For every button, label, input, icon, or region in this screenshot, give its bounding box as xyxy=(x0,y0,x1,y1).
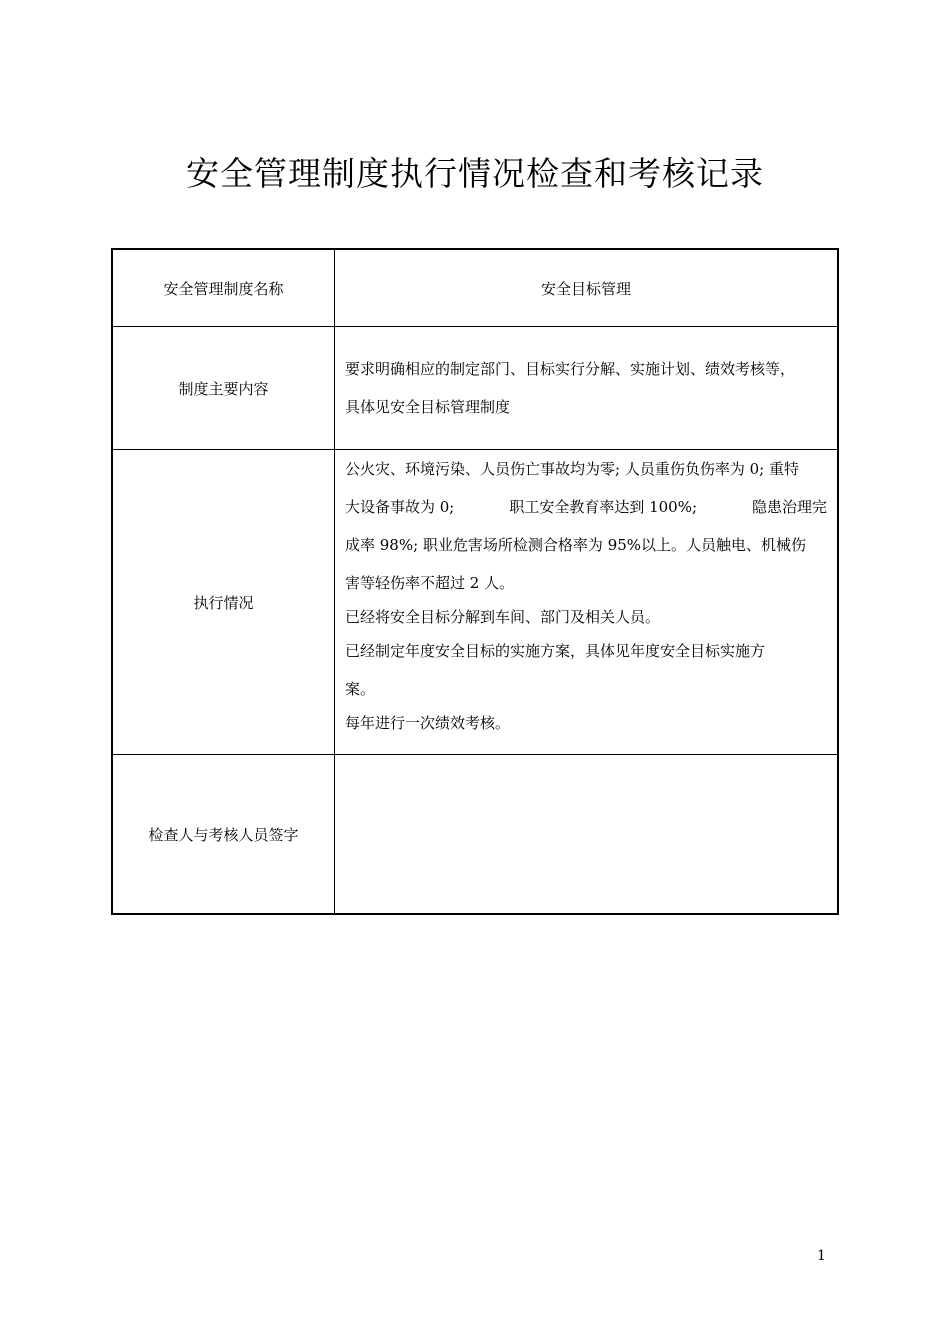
table-row xyxy=(112,249,838,327)
execution-segment: 隐患治理完 xyxy=(751,498,827,516)
system-name-value: 安全目标管理 xyxy=(335,249,839,327)
main-content-line: 要求明确相应的制定部门、目标实行分解、实施计划、绩效考核等， xyxy=(345,360,796,378)
execution-line: 成率 98%; 职业危害场所检测合格率为 95%以上。人员触电、机械伤 xyxy=(345,536,807,554)
execution-line: 案。 xyxy=(345,680,376,698)
execution-line: 公火灾、环境污染、人员伤亡事故均为零; 人员重伤负伤率为 0; 重特 xyxy=(345,460,799,478)
execution-label: 执行情况 xyxy=(112,450,335,755)
page-number: 1 xyxy=(817,1248,826,1264)
signature-label: 检查人与考核人员签字 xyxy=(112,755,335,915)
execution-line: 每年进行一次绩效考核。 xyxy=(345,714,511,732)
execution-line: 已经将安全目标分解到车间、部门及相关人员。 xyxy=(345,608,661,626)
table-row xyxy=(112,327,838,450)
table-row xyxy=(112,755,838,915)
system-name-label: 安全管理制度名称 xyxy=(112,249,335,327)
page-title: 安全管理制度执行情况检查和考核记录 xyxy=(186,154,764,193)
main-content-value xyxy=(335,327,839,450)
execution-segment: 职工安全教育率达到 100%; xyxy=(509,498,698,516)
table-row xyxy=(112,450,838,755)
execution-line xyxy=(345,488,827,526)
execution-line: 害等轻伤率不超过 2 人。 xyxy=(345,574,515,592)
execution-line: 已经制定年度安全目标的实施方案，具体见年度安全目标实施方 xyxy=(345,642,766,660)
main-content-line: 具体见安全目标管理制度 xyxy=(345,398,511,416)
inspection-record-table xyxy=(111,248,839,915)
execution-segment: 大设备事故为 0; xyxy=(345,498,455,516)
signature-field[interactable] xyxy=(335,755,839,915)
main-content-label: 制度主要内容 xyxy=(112,327,335,450)
execution-value xyxy=(335,450,839,755)
